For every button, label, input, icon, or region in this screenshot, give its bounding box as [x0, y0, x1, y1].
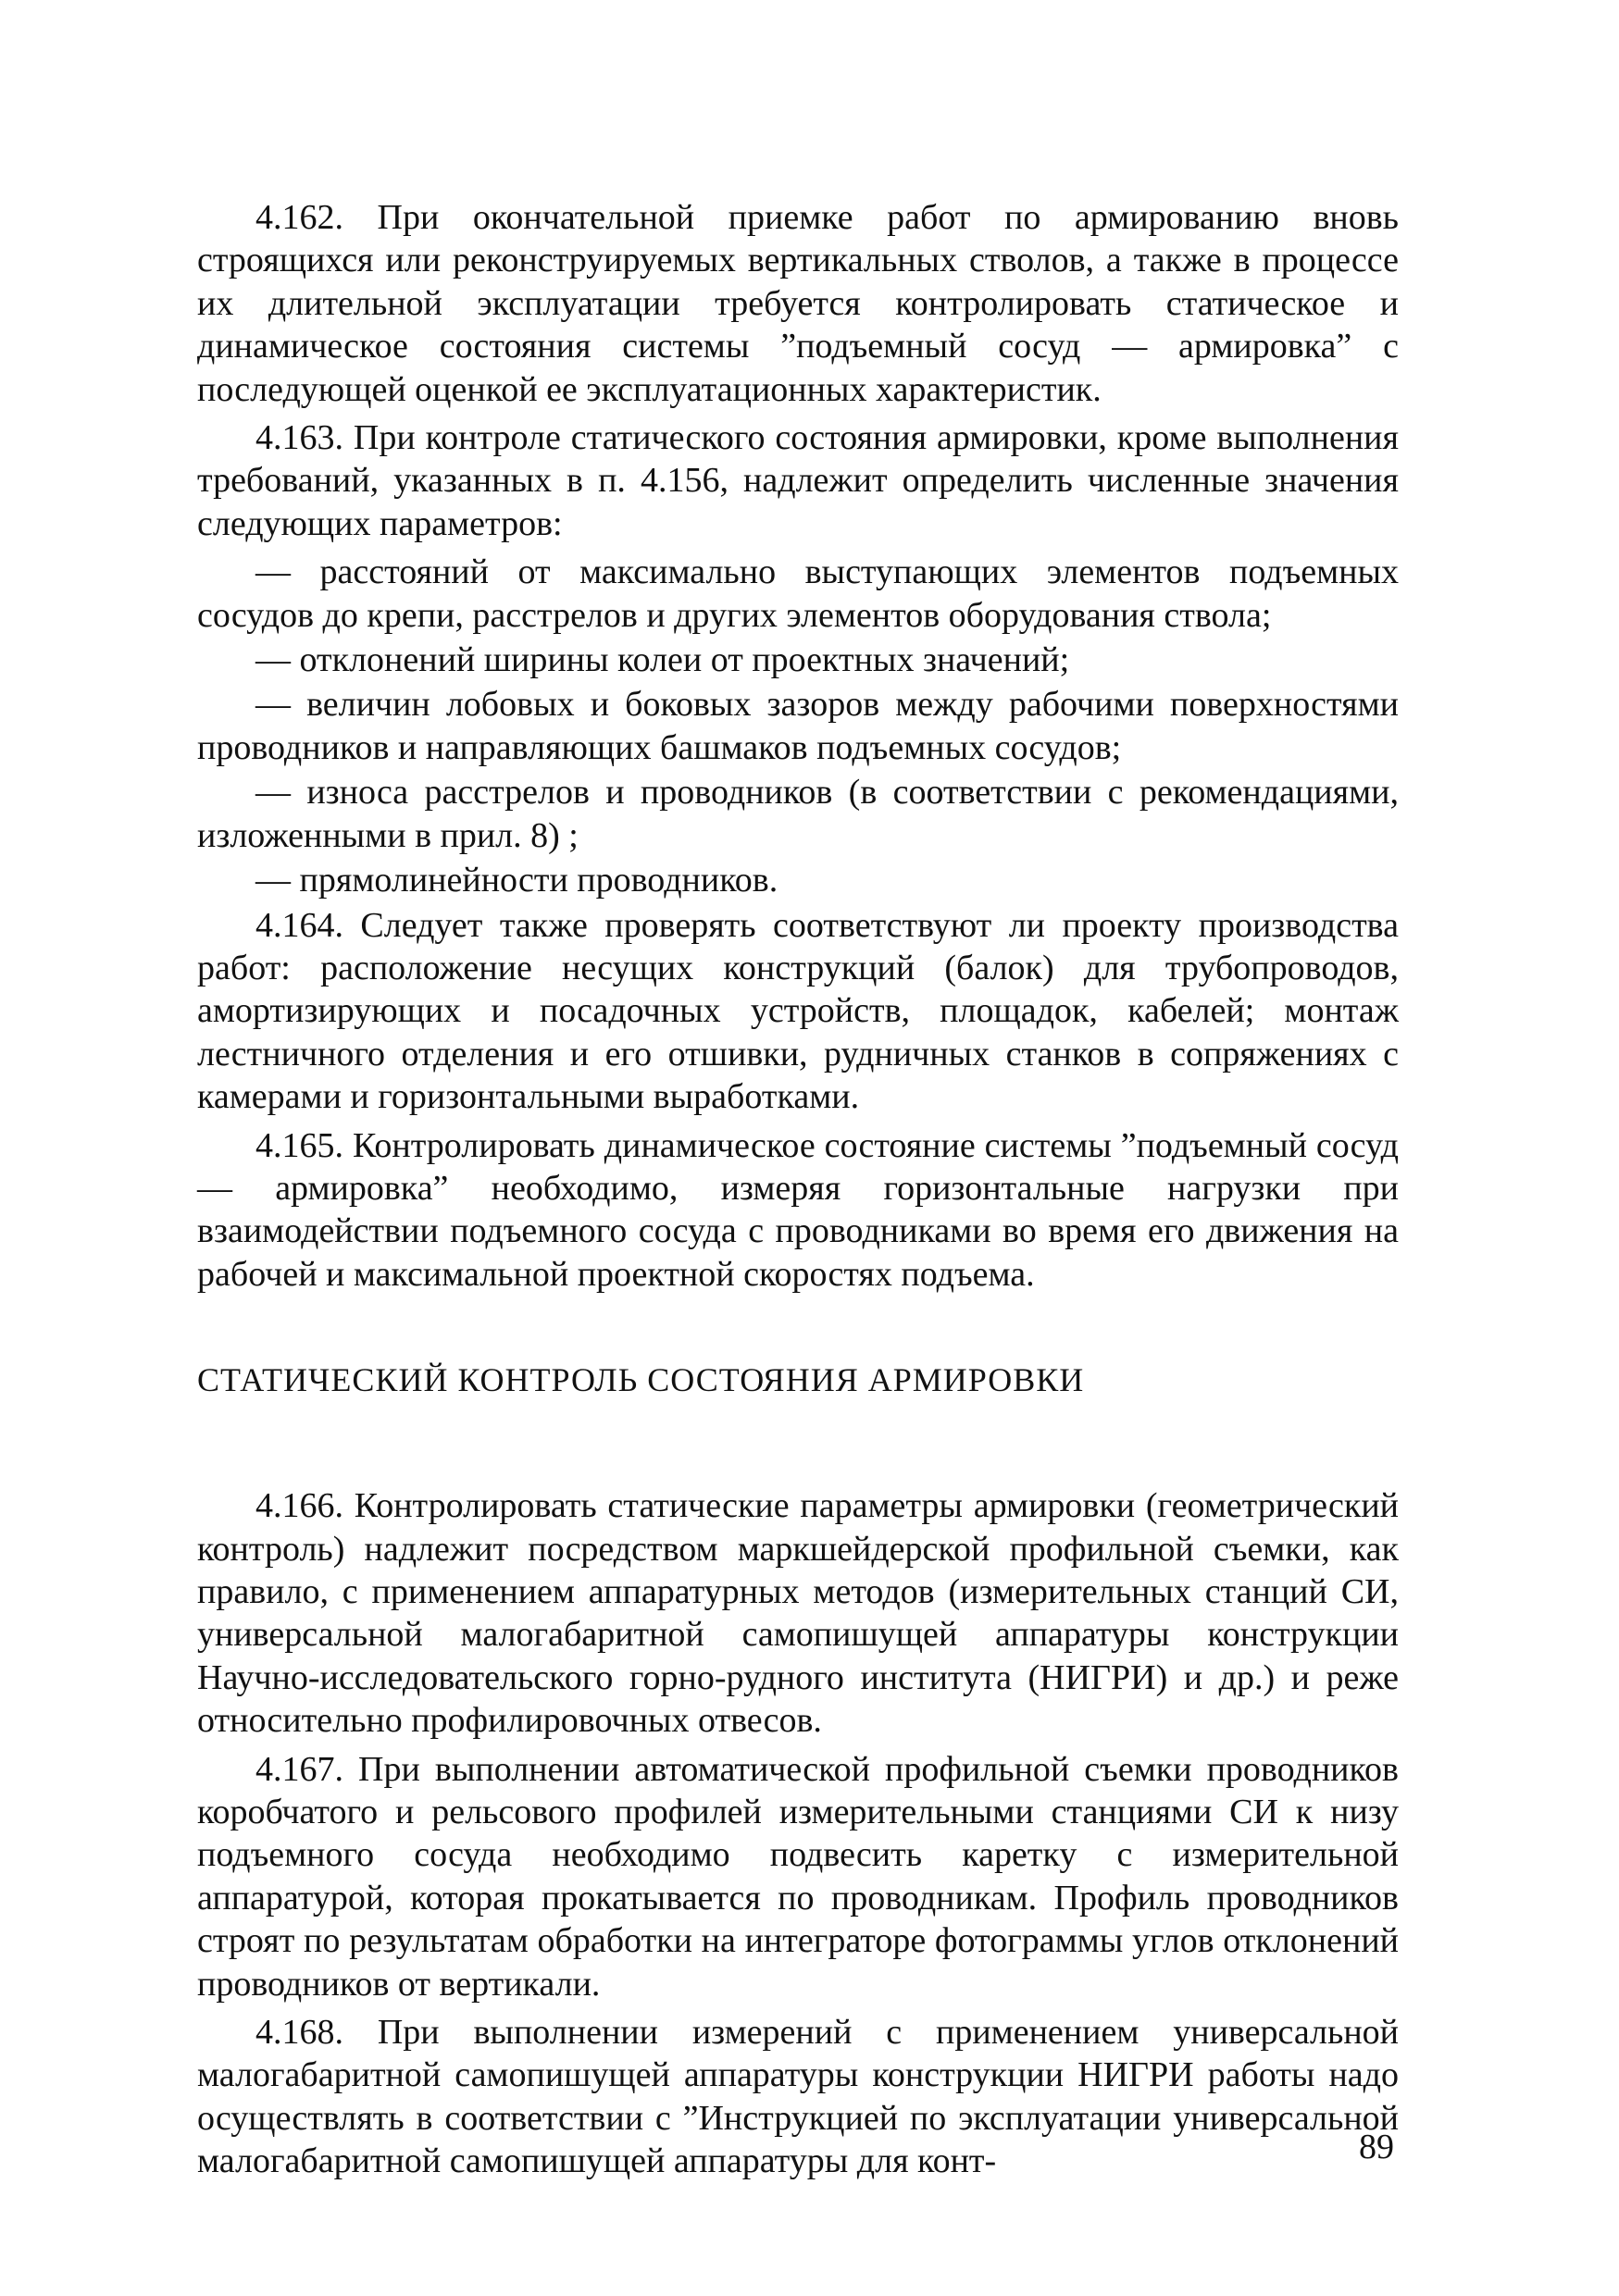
paragraph-4-166: 4.166. Контролировать статические параметры армировки (геометрический контроль) надлежит посредством маркшейдерской профильной съемки, как правило, с применением аппаратурных методов (измерительных станций СИ, универсальной малогабаритной самопишущей аппаратуры конструкции Научно-исследовательского горно-рудного института (НИГРИ) и др.) и реже относительно профилировочных отвесов. — [197, 1486, 1399, 1741]
paragraph-4-167: 4.167. При выполнении автоматической профильной съемки проводников коробчатого и рельсового профилей измерительными станциями СИ к низу подъемного сосуда необходимо подвесить каретку с измерительной аппаратурой, которая прокатывается по проводникам. Профиль проводников строят по результатам обработки на интеграторе фотограммы углов отклонений проводников от вертикали. — [197, 1749, 1399, 2004]
paragraph-4-163: 4.163. При контроле статического состояния армировки, кроме выполнения требований, указанных в п. 4.156, надлежит определить численные значения следующих параметров: — [197, 418, 1399, 543]
parameter-list — [197, 551, 1399, 901]
paragraph-4-164: 4.164. Следует также проверять соответствуют ли проекту производства работ: расположение несущих конструкций (балок) для трубопроводов, амортизирующих и посадочных устройств, площадок, кабелей; монтаж лестничного отделения и его отшивки, рудничных станков в сопряжениях с камерами и горизонтальными выработками. — [197, 905, 1399, 1117]
page-number: 89 — [1359, 2128, 1394, 2166]
list-item: — отклонений ширины колеи от проектных значений; — [255, 640, 1070, 680]
document-page — [197, 196, 1399, 2189]
list-item: — расстояний от максимально выступающих элементов подъемных сосудов до крепи, расстрелов и других элементов оборудования ствола; — [197, 552, 1399, 635]
list-item: — величин лобовых и боковых зазоров между рабочими поверхностями проводников и направляющих башмаков подъемных сосудов; — [197, 685, 1399, 767]
list-item: — износа расстрелов и проводников (в соответствии с рекомендациями, изложенными в прил. 8) ; — [197, 773, 1399, 855]
paragraph-4-168: 4.168. При выполнении измерений с применением универсальной малогабаритной самопишущей аппаратуры конструкции НИГРИ работы надо осуществлять в соответствии с ”Инструкцией по эксплуатации универсальной малогабаритной самопишущей аппаратуры для конт- — [197, 2013, 1399, 2181]
paragraph-4-162: 4.162. При окончательной приемке работ по армированию вновь строящихся или реконструируемых вертикальных стволов, а также в процессе их длительной эксплуатации требуется контролировать статическое и динамическое состояния системы ”подъемный сосуд — армировка” с последующей оценкой ее эксплуатационных характеристик. — [197, 198, 1399, 409]
paragraph-4-165: 4.165. Контролировать динамическое состояние системы ”подъемный сосуд — армировка” необходимо, измеряя горизонтальные нагрузки при взаимодействии подъемного сосуда с проводниками во время его движения на рабочей и максимальной проектной скоростях подъема. — [197, 1125, 1399, 1294]
section-heading: СТАТИЧЕСКИЙ КОНТРОЛЬ СОСТОЯНИЯ АРМИРОВКИ — [197, 1361, 1085, 1399]
list-item: — прямолинейности проводников. — [255, 861, 778, 900]
